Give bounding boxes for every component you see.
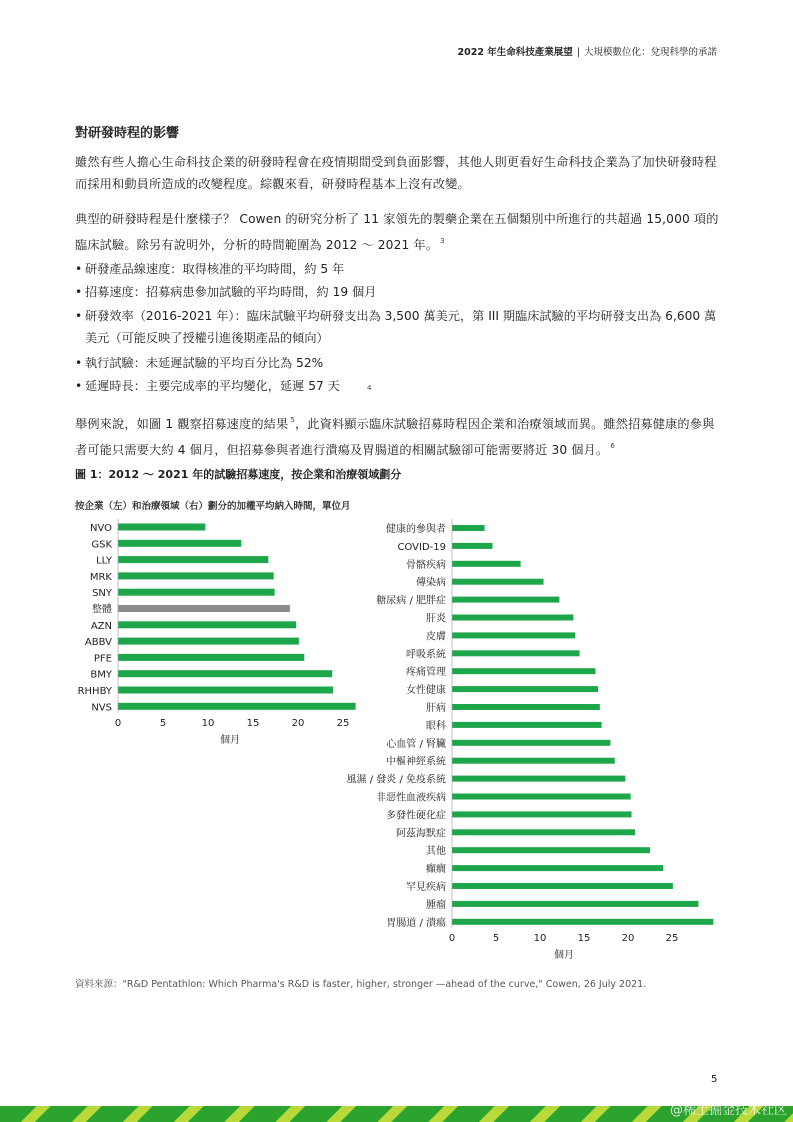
bar [452,794,631,800]
bar [118,638,299,645]
category-label: 罕見疾病 [406,882,446,893]
x-tick-label: 0 [448,932,456,944]
bar [452,543,492,549]
footnote-ref-5: 5 [290,416,295,424]
bullet-dot: • [75,379,83,393]
bullet-text: 招募速度：招募病患參加試驗的平均時間，約 19 個月 [85,285,377,299]
bullet-dot: • [75,309,83,323]
category-label: GSK [91,539,112,551]
bullet-dot: • [75,262,83,276]
category-label: 呼吸系統 [406,649,446,661]
bullet-item [75,375,720,397]
bar [452,883,673,889]
bar [452,525,485,531]
category-label: ABBV [84,637,112,649]
category-label: 非惡性血液疾病 [376,792,446,804]
bar [118,605,290,612]
x-tick-label: 5 [492,932,500,944]
category-label: COVID-19 [397,541,446,553]
bullet-item [75,281,720,303]
header-subtitle: 大規模數位化：兌現科學的承諾 [583,47,717,58]
x-tick-label: 10 [201,717,215,729]
paragraph-3-text-a: 舉例來說，如圖 1 觀察招募速度的結果 [75,417,289,431]
category-label: 肝炎 [426,613,446,625]
bar [452,579,544,585]
bar [452,686,598,692]
bar [452,650,580,656]
category-label: 皮膚 [426,631,446,643]
chart-company [0,510,380,750]
x-axis-title: 個月 [554,949,574,961]
bar [452,704,600,710]
bullet-item [75,305,720,349]
x-tick-label: 25 [665,932,679,944]
category-label: 多發性硬化症 [386,810,446,822]
x-tick-label: 20 [291,717,305,729]
footnote-ref-6: 6 [610,442,615,450]
bar [452,865,663,871]
bar [452,740,610,746]
bar [452,722,602,728]
category-label: 心血管 / 腎臟 [386,738,446,750]
source-note: 資料來源："R&D Pentathlon: Which Pharma's R&D is faster, higher, stronger —ahead of the curve," Cowen, 26 July 2021. [75,979,647,990]
bar [452,668,595,674]
watermark: @稀土掘金技术社区 [669,1103,787,1118]
bar [452,632,575,638]
category-label: RHHBY [77,686,112,697]
category-label: 骨骼疾病 [406,559,446,571]
bar [452,615,573,621]
category-label: 眼科 [426,720,446,732]
bullet-dot: • [75,356,83,370]
x-tick-label: 15 [246,717,260,729]
paragraph-2-text: 典型的研發時程是什麼樣子？ Cowen 的研究分析了 11 家領先的製藥企業在五個類別中所進行的共超過 15,000 項的臨床試驗。除另有說明外，分析的時間範圍為 2012 ～ 2021 年。 [75,212,719,252]
category-label: 腫瘤 [426,899,446,911]
bar [118,540,241,547]
category-label: LLY [96,555,112,567]
category-label: BMY [90,669,112,681]
paragraph-2 [75,208,720,256]
category-label: MRK [89,571,112,583]
bullet-text: 執行試驗：未延遲試驗的平均百分比為 52% [85,356,324,370]
bar [452,919,713,925]
category-label: SNY [92,588,112,600]
category-label: AZN [90,620,112,632]
category-label: 肝病 [426,703,446,714]
bar [118,654,304,661]
paragraph-3-text-b: ，此資料顯示臨床試驗招募時程因企業和治療領域而異。雖然招募健康的參與者可能只需要大約 4 個月，但招募參與者進行潰瘍及胃腸道的相關試驗卻可能需要將近 30 個月。 [75,417,715,457]
bullet-item [75,258,720,280]
bar [118,621,296,628]
x-tick-label: 25 [336,717,350,729]
category-label: 整體 [92,604,112,616]
header-title: 2022 年生命科技產業展望 [457,47,573,58]
bar [118,703,356,710]
bar [452,901,698,907]
section-title: 對研發時程的影響 [75,126,180,141]
x-axis-title: 個月 [220,734,240,746]
bar [118,687,333,694]
bar [452,758,615,764]
footnote-ref: 4 [367,384,372,392]
bar [118,556,268,563]
x-tick-label: 5 [159,717,167,729]
figure-title: 圖 1：2012 ～ 2021 年的試驗招募速度，按企業和治療領域劃分 [75,468,402,481]
bullet-text: 延遲時長：主要完成率的平均變化，延遲 57 天 [85,379,340,393]
bar [452,829,635,835]
bullet-text: 研發產品線速度：取得核准的平均時間，約 5 年 [85,262,345,276]
bar [118,670,332,677]
category-label: 癲癇 [426,864,446,876]
category-label: NVS [91,702,112,714]
bar [118,589,275,596]
bar [118,524,205,531]
paragraph-3 [75,409,720,461]
chart-therapeutic-area [330,510,750,970]
category-label: 中樞神經系統 [386,756,446,768]
running-header [458,44,717,58]
footnote-ref-3: 3 [440,237,445,245]
category-label: NVO [89,523,112,534]
x-tick-label: 10 [533,932,547,944]
category-label: 阿茲海默症 [396,828,446,840]
bar [452,847,650,853]
page-number: 5 [711,1074,718,1085]
paragraph-1: 雖然有些人擔心生命科技企業的研發時程會在疫情期間受到負面影響，其他人則更看好生命科技企業為了加快研發時程而採用和動員所造成的改變程度。綜觀來看，研發時程基本上沒有改變。 [75,155,717,191]
bullet-dot: • [75,285,83,299]
bar [452,811,632,817]
x-tick-label: 15 [577,932,591,944]
bar [452,597,559,603]
header-separator: | [576,47,580,58]
category-label: 健康的參與者 [386,524,446,535]
category-label: PFE [93,653,112,665]
category-label: 傳染病 [416,577,446,589]
bullet-text: 研發效率（2016-2021 年）：臨床試驗平均研發支出為 3,500 萬美元，第 III 期臨床試驗的平均研發支出為 6,600 萬美元（可能反映了授權引進後期產品的傾向） [85,309,717,345]
category-label: 糖尿病 / 肥胖症 [376,595,446,607]
category-label: 胃腸道 / 潰瘍 [386,917,446,929]
category-label: 疼痛管理 [406,667,446,679]
bar [452,561,521,567]
category-label: 女性健康 [406,685,446,697]
figure-subtitle: 按企業（左）和治療領域（右）劃分的加權平均納入時間，單位月 [75,501,351,512]
category-label: 風濕 / 發炎 / 免疫系統 [346,774,446,786]
bar [452,776,625,782]
bullet-item [75,352,720,374]
x-tick-label: 20 [621,932,635,944]
x-tick-label: 0 [114,717,122,729]
bar [118,572,274,579]
category-label: 其他 [426,846,446,858]
